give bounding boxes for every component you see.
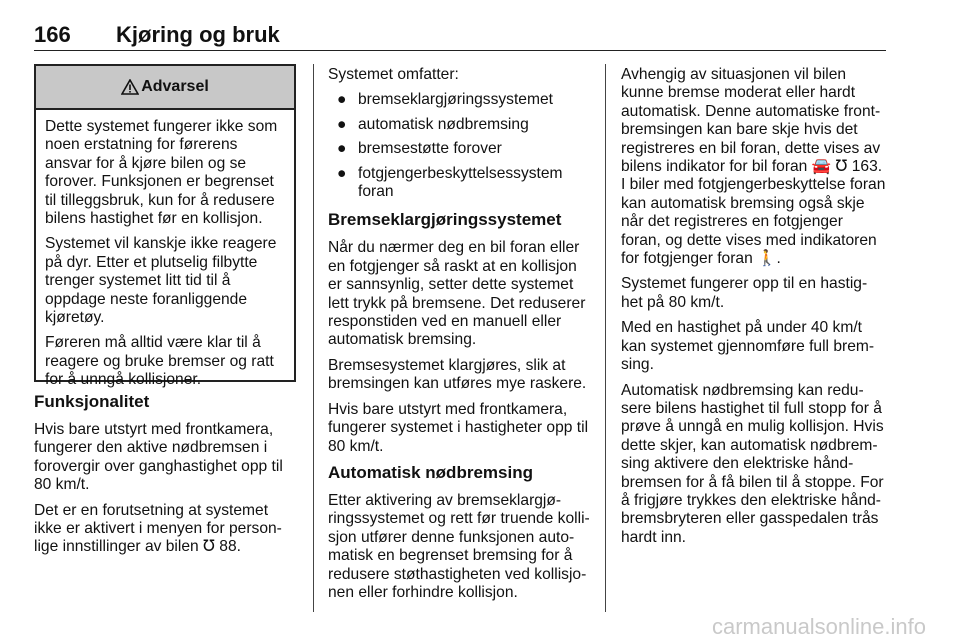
- pedestrian-icon: 🚶: [757, 250, 777, 268]
- warning-paragraph: Føreren må alltid være klar til å reagere og bruke bremser og ratt for å unngå kollisjoner.: [45, 334, 274, 389]
- list-item-text: automatisk nødbremsing: [358, 115, 529, 133]
- column-3-text: [621, 66, 887, 554]
- list-item: [328, 165, 592, 202]
- bullet-icon: ●: [337, 115, 347, 133]
- bullet-icon: ●: [337, 164, 347, 182]
- paragraph: [621, 66, 887, 268]
- chapter-title: Kjøring og bruk: [116, 22, 280, 47]
- page-number: 166: [34, 22, 71, 47]
- section-heading: Bremseklargjøringssystemet: [328, 210, 562, 230]
- list-item: [328, 116, 592, 134]
- warning-paragraph: Dette systemet fungerer ikke som noen erstatning for førerens ansvar for å kjøre bilen og se forover. Funksjonen er begrenset til tilleggsbruk, kun for å redusere bilens hastighet før en kollisjon.: [45, 118, 278, 228]
- column-divider: [313, 64, 314, 612]
- paragraph: Etter aktivering av bremseklargjø-ringssystemet og rett før truende kolli-sjon utfører denne funksjonen auto-matisk en begrenset bremsing for å redusere støthastigheten ved kollisjo-nen eller forhindre kollisjon.: [328, 491, 590, 601]
- paragraph: Systemet omfatter:: [328, 66, 459, 83]
- page-reference-link[interactable]: 88.: [219, 538, 241, 556]
- column-1-text: [34, 392, 296, 564]
- warning-paragraph: Systemet vil kanskje ikke reagere på dyr. Etter et plutselig filbytte trenger systemet litt tid til å oppdage neste foranliggende kjøretøy.: [45, 235, 277, 327]
- warning-header: [36, 66, 294, 110]
- feature-list: [328, 91, 592, 201]
- paragraph: Når du nærmer deg en bil foran eller en fotgjenger så raskt at en kollisjon er sannsynlig, setter dette systemet lett trykk på bremsene. Det reduserer responstiden ved en manuell eller automatisk bremsing.: [328, 239, 586, 349]
- paragraph: Bremsesystemet klargjøres, slik at bremsingen kan utføres mye raskere.: [328, 356, 587, 393]
- list-item-text: fotgjengerbeskyttelsessystem foran: [358, 164, 563, 201]
- column-divider: [605, 64, 606, 612]
- paragraph: Hvis bare utstyrt med frontkamera, fungerer den aktive nødbremsen i forovergir over ganghastighet opp til 80 km/t.: [34, 421, 283, 494]
- list-item: [328, 140, 592, 158]
- paragraph-text: Avhengig av situasjonen vil bilen kunne bremse moderat eller hardt automatisk. Denne automatiske front-bremsingen kan bare skje hvis det registreres en bil foran, dette vises av bilens indikator for bil foran: [621, 66, 881, 176]
- paragraph-text: I biler med fotgjengerbeskyttelse foran kan automatisk bremsing også skje når det registreres en fotgjenger foran, og dette vises med indikatoren for fotgjenger foran: [621, 176, 886, 268]
- page-reference-icon: ℧: [835, 158, 848, 176]
- paragraph: Hvis bare utstyrt med frontkamera, fungerer systemet i hastigheter opp til 80 km/t.: [328, 400, 589, 455]
- section-heading: Automatisk nødbremsing: [328, 462, 533, 482]
- warning-triangle-icon: [121, 79, 139, 95]
- paragraph: Med en hastighet på under 40 km/t kan systemet gjennomføre full brem-sing.: [621, 319, 875, 374]
- paragraph-text: .: [776, 250, 781, 268]
- section-heading: Funksjonalitet: [34, 392, 150, 411]
- list-item-text: bremseklargjøringssystemet: [358, 91, 553, 109]
- car-ahead-icon: 🚘: [811, 158, 832, 176]
- warning-box: [34, 64, 296, 389]
- list-item: [328, 91, 592, 109]
- watermark: carmanualsonline.info: [711, 614, 926, 639]
- page-reference-icon: ℧: [203, 538, 215, 556]
- bullet-icon: ●: [337, 140, 347, 158]
- warning-body: [36, 110, 294, 390]
- page-header: [34, 22, 886, 51]
- bullet-icon: ●: [337, 91, 347, 109]
- paragraph-text: Det er en forutsetning at systemet ikke er aktivert i menyen for person-lige innstillinger av bilen: [34, 501, 282, 556]
- paragraph: [34, 502, 296, 557]
- warning-title: Advarsel: [141, 78, 209, 95]
- paragraph: Automatisk nødbremsing kan redu-sere bilens hastighet til full stopp for å prøve å unngå en mulig kollisjon. Hvis dette skjer, kan automatisk nødbrem-sing aktivere den elektriske hånd-bremsen for å få bilen til å stoppe. For å frigjøre trykkes den elektriske hånd-bremsbryteren eller gasspedalen trås hardt inn.: [621, 381, 884, 546]
- column-2-text: [328, 66, 592, 609]
- list-item-text: bremsestøtte forover: [358, 140, 502, 158]
- paragraph: Systemet fungerer opp til en hastig-het på 80 km/t.: [621, 275, 868, 311]
- page-reference-link[interactable]: 163.: [851, 158, 883, 176]
